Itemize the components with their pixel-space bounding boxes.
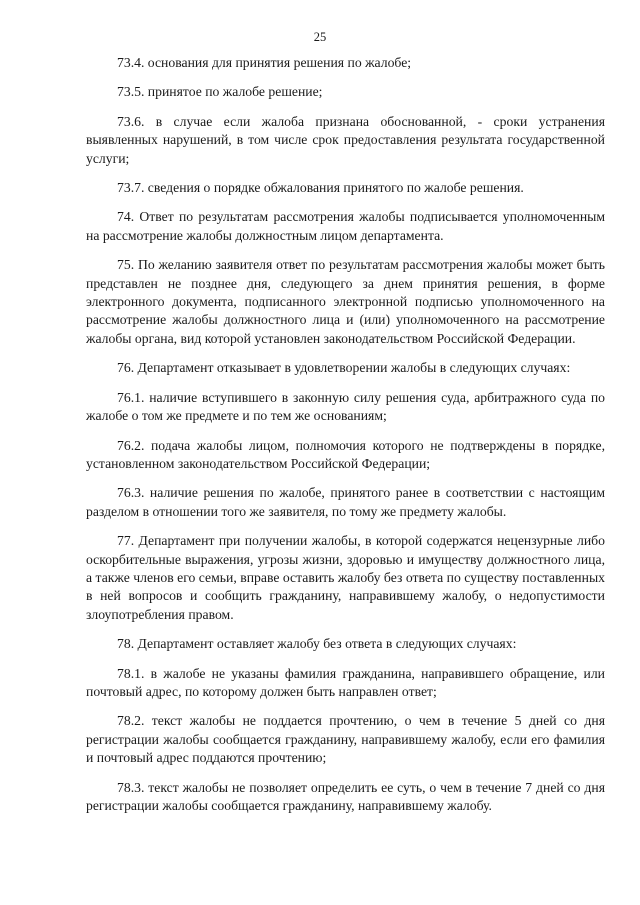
paragraph-76-2: 76.2. подача жалобы лицом, полномочия которого не подтверждены в порядке, установленном законодательством Российской Федерации; <box>86 437 605 471</box>
paragraph-76-3: 76.3. наличие решения по жалобе, принятого ранее в соответствии с настоящим разделом в отношении того же заявителя, по тому же предмету жалобы. <box>86 485 605 519</box>
document-body <box>86 54 605 826</box>
paragraph-73-6: 73.6. в случае если жалоба признана обоснованной, - сроки устранения выявленных нарушений, в том числе срок предоставления результата государственной услуги; <box>86 113 605 166</box>
paragraph-76: 76. Департамент отказывает в удовлетворении жалобы в следующих случаях: <box>117 360 571 376</box>
paragraph-78-3: 78.3. текст жалобы не позволяет определить ее суть, о чем в течение 7 дней со дня регистрации жалобы сообщается гражданину, направившему жалобу. <box>86 779 605 813</box>
paragraph-78-2: 78.2. текст жалобы не поддается прочтению, о чем в течение 5 дней со дня регистрации жалобы сообщается гражданину, направившему жалобу, если его фамилия и почтовый адрес поддаются прочтению; <box>86 713 605 766</box>
paragraph-73-4: 73.4. основания для принятия решения по жалобе; <box>117 55 412 70</box>
paragraph-76-1: 76.1. наличие вступившего в законную силу решения суда, арбитражного суда по жалобе о том же предмете и по тем же основаниям; <box>86 389 605 424</box>
paragraph-74: 74. Ответ по результатам рассмотрения жалобы подписывается уполномоченным на рассмотрение жалобы должностным лицом департамента. <box>86 209 605 243</box>
paragraph-78-1: 78.1. в жалобе не указаны фамилия гражданина, направившего обращение, или почтовый адрес, по которому должен быть направлен ответ; <box>86 665 605 699</box>
page-number: 25 <box>313 30 327 44</box>
paragraph-75: 75. По желанию заявителя ответ по результатам рассмотрения жалобы может быть представлен не позднее дня, следующего за днем принятия решения, в форме электронного документа, подписанного электронной подписью уполномоченного на рассмотрение жалобы должностного лица и (или) уполномоченного на рассмотрение жалобы органа, вид которой установлен законодательством Российской Федерации. <box>86 257 605 346</box>
paragraph-73-5: 73.5. принятое по жалобе решение; <box>117 84 323 100</box>
paragraph-77: 77. Департамент при получении жалобы, в которой содержатся нецензурные либо оскорбительные выражения, угрозы жизни, здоровью и имуществу должностного лица, а также членов его семьи, вправе оставить жалобу без ответа по существу поставленных в ней вопросов и сообщить гражданину, направившему жалобу, о недопустимости злоупотребления правом. <box>86 533 605 622</box>
paragraph-78: 78. Департамент оставляет жалобу без ответа в следующих случаях: <box>117 636 517 652</box>
paragraph-73-7: 73.7. сведения о порядке обжалования принятого по жалобе решения. <box>117 180 524 196</box>
